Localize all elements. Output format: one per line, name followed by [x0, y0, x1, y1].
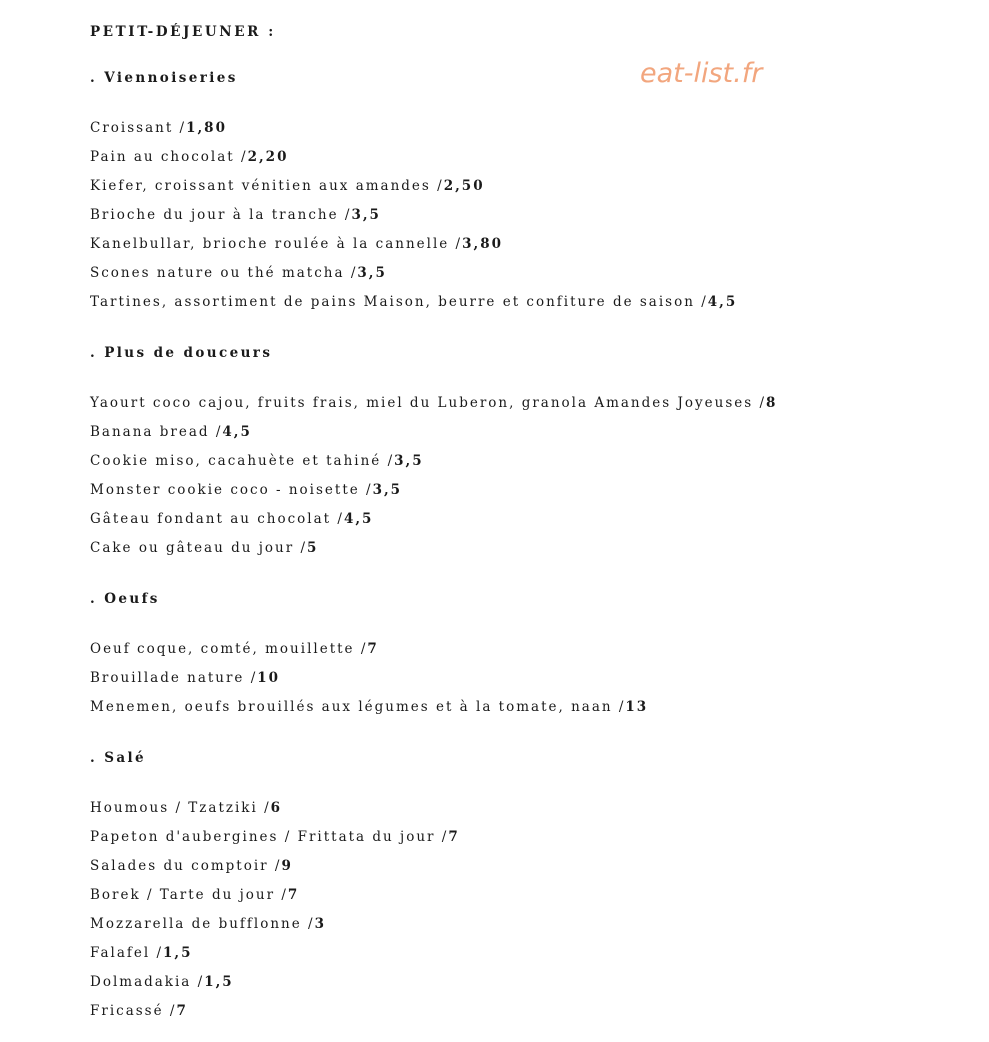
- item-name: Monster cookie coco - noisette /: [90, 482, 373, 498]
- item-name: Papeton d'aubergines / Frittata du jour /: [90, 829, 449, 845]
- menu-item: [90, 664, 970, 693]
- item-name: Pain au chocolat /: [90, 149, 248, 165]
- menu-item: [90, 939, 970, 968]
- item-name: Oeuf coque, comté, mouillette /: [90, 641, 368, 657]
- menu-item: [90, 635, 970, 664]
- item-price: 7: [176, 1003, 188, 1019]
- menu-section: [90, 748, 970, 1026]
- item-name: Gâteau fondant au chocolat /: [90, 511, 344, 527]
- item-price: 1,5: [163, 945, 193, 961]
- menu-item: [90, 505, 970, 534]
- item-list: [90, 794, 970, 1026]
- menu-item: [90, 230, 970, 259]
- item-price: 6: [270, 800, 283, 816]
- item-name: Fricassé /: [90, 1003, 177, 1019]
- section-title: . Salé: [90, 750, 147, 766]
- item-price: 10: [257, 670, 281, 686]
- item-name: Brioche du jour à la tranche /: [90, 207, 352, 223]
- item-price: 7: [367, 641, 379, 657]
- menu-item: [90, 288, 970, 317]
- menu-item: [90, 172, 970, 201]
- section-title: . Viennoiseries: [90, 70, 238, 86]
- item-price: 3,80: [462, 236, 503, 252]
- item-name: Cake ou gâteau du jour /: [90, 540, 308, 556]
- item-name: Scones nature ou thé matcha /: [90, 265, 358, 281]
- menu-section: [90, 68, 970, 317]
- item-name: Falafel /: [90, 945, 164, 961]
- menu-item: [90, 476, 970, 505]
- item-list: [90, 389, 970, 563]
- menu-item: [90, 259, 970, 288]
- breakfast-menu: [90, 22, 970, 1026]
- menu-item: [90, 852, 970, 881]
- menu-item: [90, 114, 970, 143]
- menu-item: [90, 794, 970, 823]
- item-price: 4,5: [343, 511, 374, 527]
- item-name: Dolmadakia /: [90, 974, 205, 990]
- menu-item: [90, 418, 970, 447]
- menu-item: [90, 968, 970, 997]
- menu-item: [90, 201, 970, 230]
- item-name: Banana bread /: [90, 424, 223, 440]
- section-title: . Plus de douceurs: [90, 345, 273, 361]
- item-price: 13: [625, 699, 649, 715]
- item-name: Yaourt coco cajou, fruits frais, miel du Luberon, granola Amandes Joyeuses /: [90, 395, 767, 411]
- item-name: Salades du comptoir /: [90, 858, 282, 874]
- item-name: Tartines, assortiment de pains Maison, beurre et confiture de saison /: [90, 294, 708, 310]
- item-name: Cookie miso, cacahuète et tahiné /: [90, 453, 395, 469]
- item-price: 3,5: [372, 482, 403, 498]
- item-price: 1,5: [204, 974, 234, 990]
- item-price: 3,5: [357, 265, 387, 281]
- watermark-logo: eat-list.fr: [640, 58, 763, 89]
- item-name: Menemen, oeufs brouillés aux légumes et à la tomate, naan /: [90, 699, 626, 715]
- item-price: 1,80: [186, 120, 227, 136]
- menu-item: [90, 389, 970, 418]
- menu-item: [90, 447, 970, 476]
- menu-item: [90, 143, 970, 172]
- item-price: 3,5: [394, 453, 424, 469]
- item-price: 7: [287, 887, 300, 903]
- menu-item: [90, 910, 970, 939]
- menu-title: PETIT-DÉJEUNER :: [90, 24, 276, 40]
- item-price: 3,5: [351, 207, 381, 223]
- item-list: [90, 114, 970, 317]
- menu-item: [90, 823, 970, 852]
- menu-item: [90, 997, 970, 1026]
- item-price: 5: [307, 540, 319, 556]
- menu-item: [90, 881, 970, 910]
- item-price: 9: [281, 858, 293, 874]
- item-name: Mozzarella de bufflonne /: [90, 916, 315, 932]
- item-price: 8: [766, 395, 778, 411]
- menu-item: [90, 534, 970, 563]
- item-price: 7: [448, 829, 460, 845]
- item-price: 4,5: [707, 294, 738, 310]
- menu-section: [90, 589, 970, 722]
- item-price: 3: [314, 916, 326, 932]
- item-name: Houmous / Tzatziki /: [90, 800, 271, 816]
- item-price: 2,50: [443, 178, 485, 194]
- item-list: [90, 635, 970, 722]
- item-price: 2,20: [247, 149, 289, 165]
- item-name: Croissant /: [90, 120, 187, 136]
- item-name: Brouillade nature /: [90, 670, 258, 686]
- menu-sections: [90, 68, 970, 1026]
- section-title: . Oeufs: [90, 591, 160, 607]
- item-name: Kanelbullar, brioche roulée à la cannelle /: [90, 236, 463, 252]
- item-name: Kiefer, croissant vénitien aux amandes /: [90, 178, 444, 194]
- item-price: 4,5: [222, 424, 252, 440]
- menu-section: [90, 343, 970, 563]
- menu-item: [90, 693, 970, 722]
- item-name: Borek / Tarte du jour /: [90, 887, 288, 903]
